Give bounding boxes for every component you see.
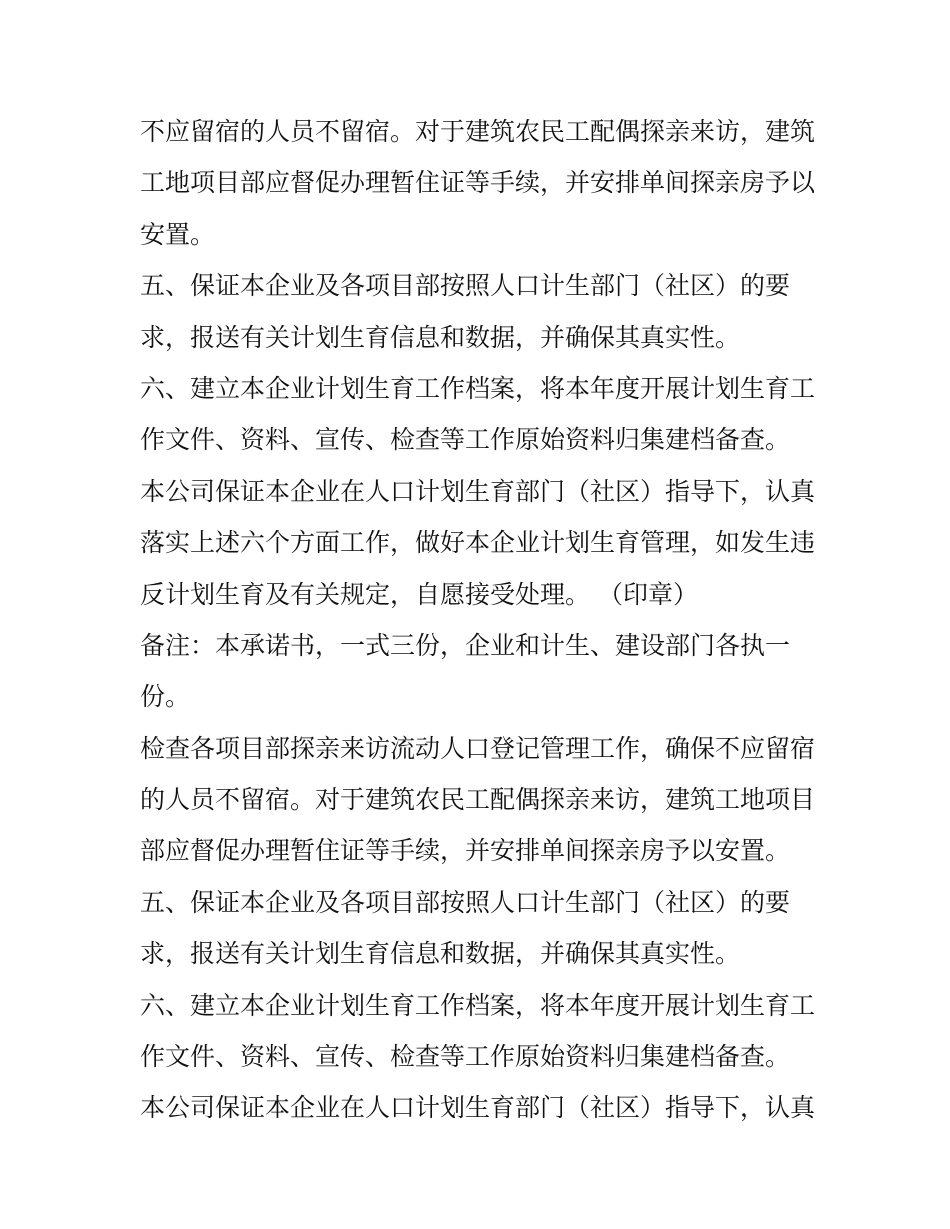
- text-line: 检查各项目部探亲来访流动人口登记管理工作，确保不应留宿: [140, 733, 816, 763]
- text-line: 六、建立本企业计划生育工作档案，将本年度开展计划生育工: [140, 373, 816, 403]
- text-line: 反计划生育及有关规定，自愿接受处理。 （印章）: [140, 579, 698, 609]
- text-line: 安置。: [140, 219, 216, 249]
- text-line: 求，报送有关计划生育信息和数据，并确保其真实性。: [140, 939, 741, 969]
- document-body: [140, 106, 820, 1134]
- text-line: 工地项目部应督促办理暂住证等手续，并安排单间探亲房予以: [140, 168, 816, 198]
- text-line: 作文件、资料、宣传、检查等工作原始资料归集建档备查。: [140, 1042, 791, 1072]
- text-line: 本公司保证本企业在人口计划生育部门（社区）指导下，认真: [140, 476, 816, 506]
- text-line: 部应督促办理暂住证等手续，并安排单间探亲房予以安置。: [140, 836, 791, 866]
- text-line: 五、保证本企业及各项目部按照人口计生部门（社区）的要: [140, 271, 791, 301]
- text-line: 落实上述六个方面工作，做好本企业计划生育管理，如发生违: [140, 528, 816, 558]
- text-line: 本公司保证本企业在人口计划生育部门（社区）指导下，认真: [140, 1093, 816, 1123]
- text-line: 不应留宿的人员不留宿。对于建筑农民工配偶探亲来访，建筑: [140, 117, 816, 146]
- text-line: 求，报送有关计划生育信息和数据，并确保其真实性。: [140, 322, 741, 352]
- text-line: 备注：本承诺书，一式三份，企业和计生、建设部门各执一: [140, 630, 791, 660]
- text-line: 份。: [140, 682, 191, 712]
- text-line: 的人员不留宿。对于建筑农民工配偶探亲来访，建筑工地项目: [140, 785, 816, 815]
- text-line: 五、保证本企业及各项目部按照人口计生部门（社区）的要: [140, 887, 791, 917]
- text-line: 六、建立本企业计划生育工作档案，将本年度开展计划生育工: [140, 990, 816, 1020]
- text-line: 作文件、资料、宣传、检查等工作原始资料归集建档备查。: [140, 425, 791, 455]
